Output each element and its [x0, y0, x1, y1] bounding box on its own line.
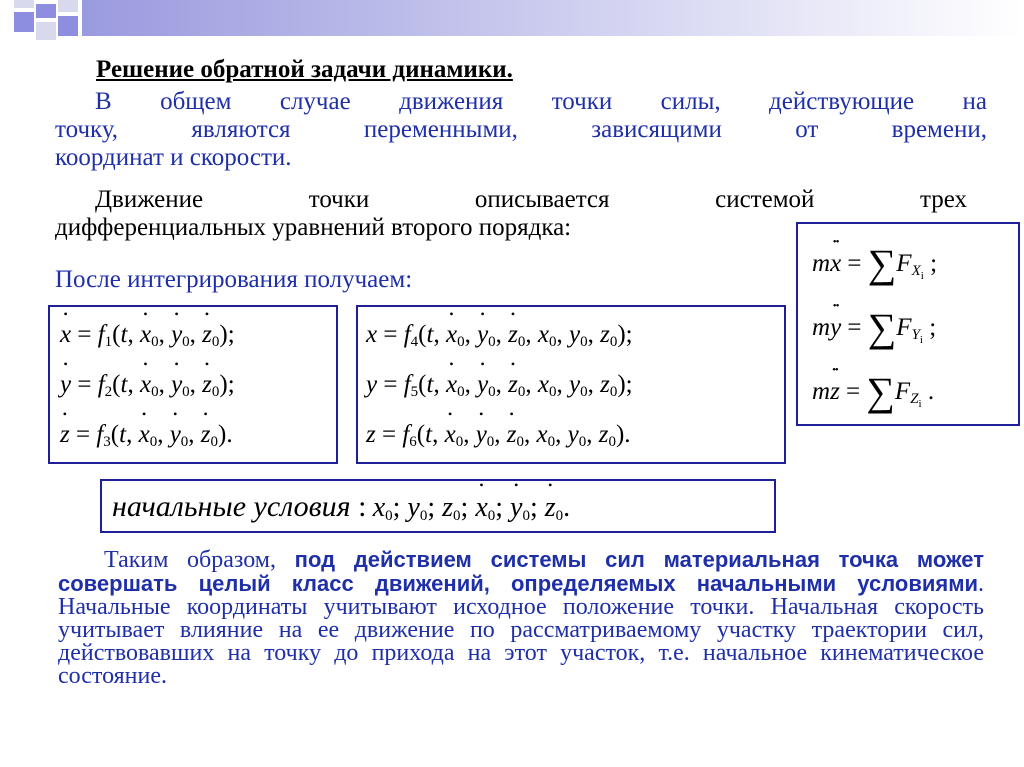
intro-line: координат и скорости. [55, 144, 292, 171]
equation-z: mz •• = $\sum F_{Z_i}$ . [812, 368, 934, 415]
header-decoration [0, 0, 1024, 50]
initial-conditions-box [100, 479, 776, 533]
initial-conditions: начальные условия : $x_0$; $y_0$; $z_0$; x $•_0$; y $•_0$; z $•_0$. [112, 490, 570, 525]
system-line: дифференциальных уравнений второго порядка: [55, 214, 572, 241]
initial-conditions-label: начальные условия [112, 490, 351, 523]
intro-line: точку, являются переменными, зависящими от времени, [55, 116, 987, 143]
solution-ydot: y • = $f_2(t$, x $•_0$, y $•_0$, z $•_0$); [60, 371, 235, 401]
integration-label: После интегрирования получаем: [55, 266, 413, 293]
system-line: Движение точки описывается системой трех [95, 186, 967, 213]
equation-y: my •• = $\sum F_{Y_i}$ ; [812, 304, 936, 351]
solution-z: $z = f_6(t$, x $•_0$, y $•_0$, z $•_0$, $x_0$, $y_0$, $z_0$). [366, 421, 631, 451]
conclusion-rest: . Начальные координаты учитывают исходное положение точки. Начальная скорость учитывает влияние на ее движение по рассматриваемому участку траектории сил, действовавших на точку до прихода на этот участок, т.е. начальное кинематическое состояние. [58, 571, 984, 689]
intro-line: В общем случае движения точки силы, действующие на [95, 88, 987, 115]
solution-zdot: z • = $f_3(t$, x $•_0$, y $•_0$, z $•_0$). [60, 421, 233, 451]
solution-y: $y = f_5(t$, x $•_0$, y $•_0$, z $•_0$, $x_0$, $y_0$, $z_0$); [366, 371, 633, 401]
conclusion-paragraph [58, 548, 984, 688]
solution-x: $x = f_4(t$, x $•_0$, y $•_0$, z $•_0$, $x_0$, $y_0$, $z_0$); [366, 321, 633, 351]
solution-xdot: x • = $f_1(t$, x $•_0$, y $•_0$, z $•_0$); [60, 321, 235, 351]
coordinate-solutions-box [356, 305, 786, 464]
conclusion-lead: Таким образом, [104, 547, 295, 573]
page-title: Решение обратной задачи динамики. [96, 56, 513, 83]
equation-x: mx •• = $\sum F_{X_i}$ ; [812, 240, 937, 287]
conclusion-bold: под действием системы сил материальная точка может совершать целый класс движений, определяемых начальными условиями [58, 547, 985, 596]
intro-paragraph [55, 88, 987, 172]
velocity-solutions-box [48, 305, 338, 464]
motion-equations-box [796, 222, 1020, 426]
